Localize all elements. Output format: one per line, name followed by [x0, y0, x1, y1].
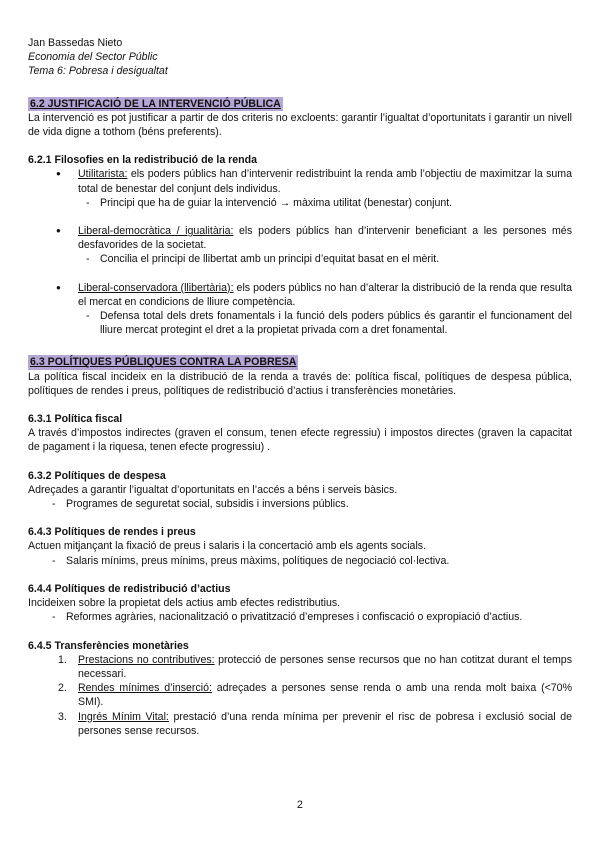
list-item: 2. Rendes mínimes d’inserció: adreçades a persones sense renda o amb una renda molt baixa (<70% SMI). [58, 682, 572, 709]
section-6-4-3-title: 6.4.3 Polítiques de rendes i preus [28, 526, 196, 539]
course-name: Economia del Sector Públic [28, 51, 158, 64]
philosophy-text: els poders públics han d’intervenir redistribuint la renda amb l’objectiu de maximitzar la suma total de benestar del conjunt dels individus. [78, 168, 572, 195]
section-6-3-intro: La política fiscal incideix en la distribució de la renda a través de: política fiscal, polítiques de despesa pública, polítiques de rendes i preus, polítiques de redistribució d’actius i transferències monetàries. [28, 370, 572, 397]
transfer-term: Prestacions no contributives: [78, 653, 215, 666]
section-6-3-1-text: A través d’impostos indirectes (graven el consum, tenen efecte regressiu) i impostos directes (graven la capacitat de pagament i la riquesa, tenen efecte progressiu) . [28, 427, 572, 454]
philosophy-text: els poders públics han d’intervenir beneficiant a les persones més desfavorides de la societat. [78, 225, 573, 252]
philosophy-term: Liberal-democràtica / igualitària: [78, 225, 234, 238]
transfer-text: protecció de persones sense recursos que no han cotitzat durant el temps necessari. [78, 653, 572, 680]
transfer-term: Ingrés Mínim Vital: [78, 710, 169, 723]
section-6-3-title: 6.3 POLÍTIQUES PÚBLIQUES CONTRA LA POBRESA [30, 356, 297, 369]
list-item [78, 224, 572, 267]
transfer-text: adreçades a persones sense renda o amb una renda molt baixa (<70% SMI). [78, 682, 572, 709]
section-6-2-title: 6.2 JUSTIFICACIÓ DE LA INTERVENCIÓ PÚBLICA [30, 97, 281, 110]
list-item [78, 281, 572, 338]
section-6-4-3-text: Actuen mitjançant la fixació de preus i salaris i la concertació amb els agents socials. [28, 540, 427, 553]
list-item [78, 167, 572, 210]
philosophies-list [28, 167, 572, 337]
philosophy-subpoint: - Concilia el principi de llibertat amb un principi d’equitat basat en el mèrit. [100, 252, 572, 266]
philosophy-term: Utilitarista: [78, 168, 128, 181]
transfer-text: prestació d’una renda mínima per prevenir el risc de pobresa i exclusió social de persones sense recursos. [78, 710, 573, 737]
section-6-4-4-title: 6.4.4 Polítiques de redistribució d’actius [28, 582, 231, 595]
section-6-3-1-title: 6.3.1 Política fiscal [28, 413, 123, 426]
philosophy-text: els poders públics no han d’alterar la distribució de la renda que resulta el mercat en condicions de lliure competència. [78, 281, 572, 308]
section-6-2-intro: La intervenció es pot justificar a partir de dos criteris no excloents: garantir l’igualtat d’oportunitats i garantir un nivell de vida digne a tothom (béns preferents). [28, 111, 572, 139]
section-6-4-4-dash: - Reformes agràries, nacionalització o privatització d’empreses i confiscació o expropiació d’actius. [66, 610, 572, 624]
philosophy-subpoint: - Principi que ha de guiar la intervenció → màxima utilitat (benestar) conjunt. [100, 196, 572, 210]
section-6-4-5-title: 6.4.5 Transferències monetàries [28, 639, 189, 652]
author-name: Jan Bassedas Nieto [28, 37, 123, 49]
philosophy-subpoint: - Defensa total dels drets fonamentals i la funció dels poders públics és garantir el funcionament del lliure mercat protegint el dret a la propietat privada com a dret fonamental. [100, 309, 572, 337]
philosophy-term: Liberal-conservadora (llibertària): [78, 281, 234, 294]
section-6-4-4-text: Incideixen sobre la propietat dels actius amb efectes redistributius. [28, 597, 341, 610]
section-6-3-2-text: Adreçades a garantir l’igualtat d’oportunitats en l’accés a béns i serveis bàsics. [28, 483, 398, 496]
list-item: 1. Prestacions no contributives: protecció de persones sense recursos que no han cotitzat durant el temps necessari. [58, 653, 572, 680]
section-6-4-3-dash: - Salaris mínims, preus mínims, preus màxims, polítiques de negociació col·lectiva. [66, 554, 572, 568]
list-item: 3. Ingrés Mínim Vital: prestació d’una renda mínima per prevenir el risc de pobresa i exclusió social de persones sense recursos. [58, 710, 573, 737]
section-6-3-2-dash: - Programes de seguretat social, subsidis i inversions públics. [66, 497, 572, 511]
transfers-list [28, 653, 572, 738]
section-6-3-2-title: 6.3.2 Polítiques de despesa [28, 469, 166, 482]
page-number: 2 [297, 799, 303, 811]
section-6-2-1-title: 6.2.1 Filosofies en la redistribució de la renda [28, 154, 258, 167]
topic-name: Tema 6: Pobresa i desigualtat [28, 65, 168, 78]
transfer-term: Rendes mínimes d’inserció: [78, 682, 212, 695]
